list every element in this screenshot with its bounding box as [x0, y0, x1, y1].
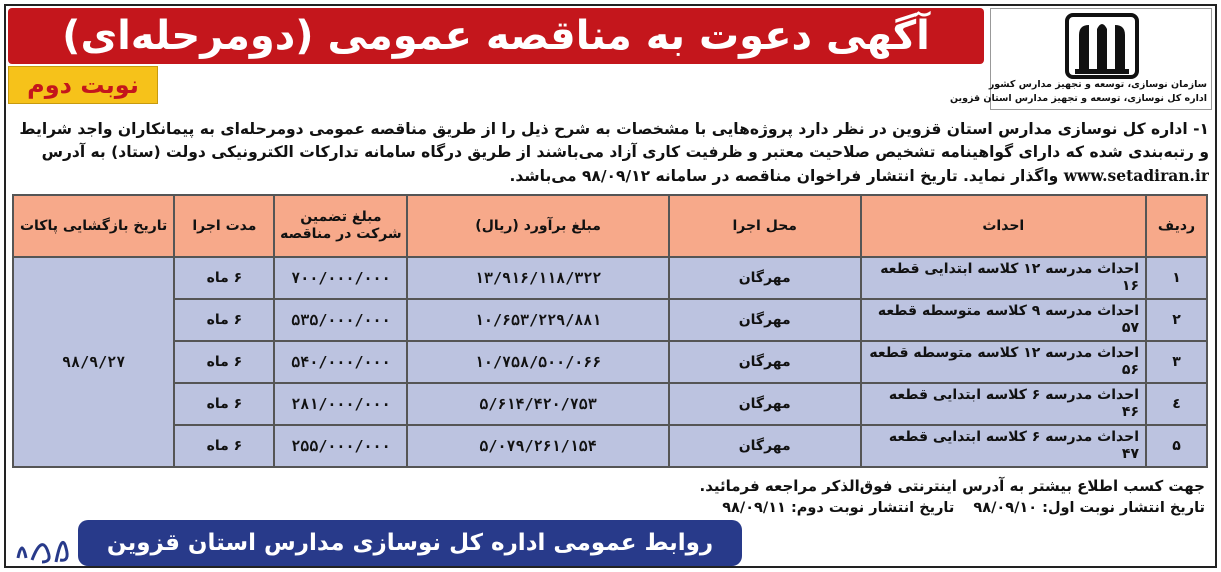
execution-duration: ۶ ماه	[174, 299, 274, 341]
table-row	[13, 383, 1207, 425]
estimate-amount: ۱۰/۶۵۳/۲۲۹/۸۸۱	[407, 299, 668, 341]
intro-line-1: ۱- اداره کل نوسازی مدارس استان قزوین در نظر دارد پروژه‌هایی با مشخصات به شرح ذیل را از طریق مناقصه عمومی دومرحله‌ای به پیمانکاران واجد شرایط	[19, 120, 1209, 138]
estimate-amount: ۱۳/۹۱۶/۱۱۸/۳۲۲	[407, 257, 668, 299]
project-location: مهرگان	[669, 383, 861, 425]
title-banner	[8, 8, 984, 64]
row-number: ٤	[1146, 383, 1207, 425]
round-label: نوبت دوم	[27, 71, 139, 99]
project-name: احداث مدرسه ۱۲ کلاسه متوسطه قطعه ۵۶	[861, 341, 1146, 383]
project-name: احداث مدرسه ۶ کلاسه ابتدایی قطعه ۴۶	[861, 383, 1146, 425]
table-header-row	[13, 195, 1207, 257]
project-name: احداث مدرسه ۱۲ کلاسه ابتدایی قطعه ۱۶	[861, 257, 1146, 299]
intro-line-3	[9, 164, 1209, 188]
table-row	[13, 299, 1207, 341]
second-publication-date: تاریخ انتشار نوبت دوم: ۹۸/۰۹/۱۱	[722, 500, 955, 516]
more-info-note: جهت کسب اطلاع بیشتر به آدرس اینترنتی فوق‌الذکر مراجعه فرمائید.	[699, 477, 1205, 495]
intro-line-2: و رتبه‌بندی شده که دارای گواهینامه تشخیص صلاحیت معتبر و ظرفیت کاری آزاد می‌باشند از طریق درگاه سامانه تدارکات الکترونیکی دولت (ستاد) به آدرس	[41, 143, 1209, 161]
setad-url-link[interactable]: www.setadiran.ir	[1063, 166, 1209, 185]
row-number: ۵	[1146, 425, 1207, 467]
col-header-location: محل اجرا	[669, 195, 861, 257]
public-relations-banner	[78, 520, 742, 566]
col-header-opening: تاریخ بازگشایی پاکات	[13, 195, 174, 257]
guarantee-amount: ۵۳۵/۰۰۰/۰۰۰	[274, 299, 407, 341]
col-header-estimate: مبلغ برآورد (ریال)	[407, 195, 668, 257]
logo-dept-name: اداره کل نوسازی، توسعه و تجهیز مدارس استان قزوین	[949, 93, 1207, 104]
publication-dates	[708, 500, 1205, 516]
col-header-project: احداث	[861, 195, 1146, 257]
guarantee-amount: ۵۴۰/۰۰۰/۰۰۰	[274, 341, 407, 383]
school-renovation-emblem-icon	[1061, 13, 1143, 79]
guarantee-amount: ۲۸۱/۰۰۰/۰۰۰	[274, 383, 407, 425]
round-badge	[8, 66, 158, 104]
col-header-row: ردیف	[1146, 195, 1207, 257]
project-name: احداث مدرسه ۶ کلاسه ابتدایی قطعه ۴۷	[861, 425, 1146, 467]
table-row	[13, 425, 1207, 467]
row-number: ۳	[1146, 341, 1207, 383]
public-relations-label: روابط عمومی اداره کل نوسازی مدارس استان قزوین	[106, 530, 714, 556]
intro-line-3-text: واگذار نماید. تاریخ انتشار فراخوان مناقصه در سامانه ۹۸/۰۹/۱۲ می‌باشد.	[509, 167, 1059, 185]
project-location: مهرگان	[669, 341, 861, 383]
logo-org-name: سازمان نوسازی، توسعه و تجهیز مدارس کشور	[988, 79, 1207, 90]
guarantee-amount: ۷۰۰/۰۰۰/۰۰۰	[274, 257, 407, 299]
row-number: ۲	[1146, 299, 1207, 341]
project-location: مهرگان	[669, 299, 861, 341]
table-row	[13, 257, 1207, 299]
guarantee-amount: ۲۵۵/۰۰۰/۰۰۰	[274, 425, 407, 467]
execution-duration: ۶ ماه	[174, 341, 274, 383]
page-title: آگهی دعوت به مناقصه عمومی (دومرحله‌ای)	[62, 13, 930, 59]
table-row	[13, 341, 1207, 383]
execution-duration: ۶ ماه	[174, 383, 274, 425]
organization-logo	[949, 8, 1212, 110]
intro-paragraph	[9, 118, 1209, 188]
estimate-amount: ۵/۰۷۹/۲۶۱/۱۵۴	[407, 425, 668, 467]
tender-table	[12, 194, 1208, 468]
estimate-amount: ۵/۶۱۴/۴۲۰/۷۵۳	[407, 383, 668, 425]
col-header-guarantee: مبلغ تضمین شرکت در مناقصه	[274, 195, 407, 257]
project-location: مهرگان	[669, 425, 861, 467]
project-name: احداث مدرسه ۹ کلاسه متوسطه قطعه ۵۷	[861, 299, 1146, 341]
estimate-amount: ۱۰/۷۵۸/۵۰۰/۰۶۶	[407, 341, 668, 383]
handwritten-mark-icon	[12, 528, 76, 568]
row-number: ۱	[1146, 257, 1207, 299]
opening-date: ۹۸/۹/۲۷	[13, 257, 174, 467]
first-publication-date: تاریخ انتشار نوبت اول: ۹۸/۰۹/۱۰	[973, 500, 1205, 516]
project-location: مهرگان	[669, 257, 861, 299]
col-header-duration: مدت اجرا	[174, 195, 274, 257]
execution-duration: ۶ ماه	[174, 257, 274, 299]
execution-duration: ۶ ماه	[174, 425, 274, 467]
